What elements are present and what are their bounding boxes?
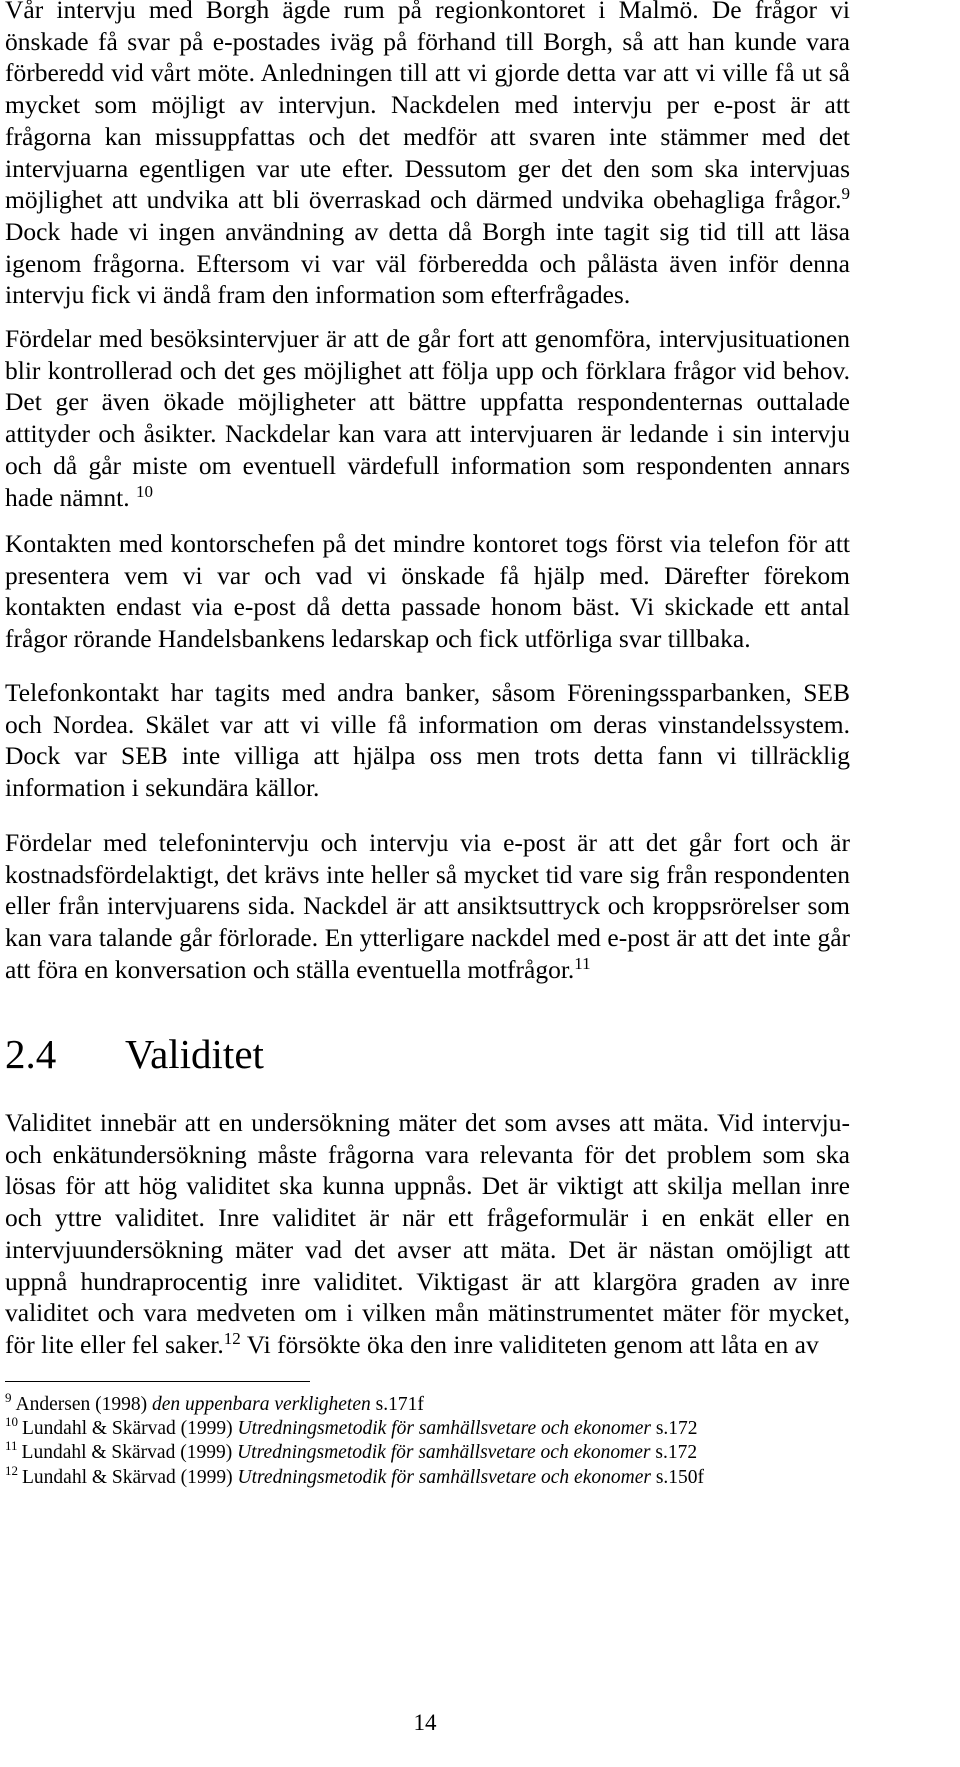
footnote-ref-10[interactable]: 10 xyxy=(136,481,153,501)
paragraph-email-interview xyxy=(5,0,850,311)
footnote-mark: 11 xyxy=(5,1438,18,1454)
paragraph-phone-email-advantages xyxy=(5,827,850,986)
section-heading xyxy=(5,1030,264,1078)
paragraph-text: Fördelar med besöksintervjuer är att de går fort att genomföra, intervjusituationen blir kontrollerad och det ges möjlighet att följa upp och förklara frågor vid behov. Det ger även ökade möjligheter att bättre uppfatta respondenternas outtalade attityder och åsikter. Nackdelar kan vara att intervjuaren är ledande i sin intervju och då går miste om eventuell värdefull information som respondenten annars hade nämnt. xyxy=(5,324,850,512)
footnote-source: Andersen (1998) xyxy=(15,1394,152,1415)
footnote-title: Utredningsmetodik för samhällsvetare och ekonomer xyxy=(237,1466,651,1488)
footnotes xyxy=(5,1390,855,1490)
footnote-source: Lundahl & Skärvad (1999) xyxy=(22,1466,238,1488)
footnote-page: s.171f xyxy=(370,1394,424,1415)
footnote-11 xyxy=(5,1438,855,1465)
footnote-mark: 9 xyxy=(5,1390,12,1405)
paragraph-text-continued: Vi försökte öka den inre validiteten genom att låta en av xyxy=(246,1329,819,1359)
footnote-title: Utredningsmetodik för samhällsvetare och ekonomer xyxy=(237,1442,651,1464)
footnote-mark: 10 xyxy=(5,1414,18,1430)
footnote-12 xyxy=(5,1462,855,1490)
paragraph-text: Validitet innebär att en undersökning mäter det som avses att mäta. Vid intervju- och enkätundersökning måste frågorna vara relevanta för det problem som ska lösas för att hög validitet ska kunna uppnås. Det är viktigt att skilja mellan inre och yttre validitet. Inre validitet är när ett frågeformulär i en enkät eller en intervjuundersökning mäter vad det avser att mäta. Det är nästan omöjligt att uppnå hundraprocentig inre validitet. Viktigast är att klargöra graden av inre validitet och vara medveten om i vilken mån mätinstrumentet mäter för mycket, för lite eller fel saker. xyxy=(5,1108,850,1359)
footnote-ref-9[interactable]: 9 xyxy=(841,184,850,204)
section-number: 2.4 xyxy=(5,1031,57,1077)
paragraph-text-continued: Dock hade vi ingen användning av detta då Borgh inte tagit sig tid till att läsa igenom frågorna. Eftersom vi var väl förberedda och pålästa även inför denna intervju fick vi ändå fram den information som efterfrågades. xyxy=(5,216,850,310)
footnote-separator xyxy=(5,1381,310,1382)
footnote-title: Utredningsmetodik för samhällsvetare och ekonomer xyxy=(237,1418,651,1440)
footnote-ref-12[interactable]: 12 xyxy=(223,1328,241,1348)
footnote-page: s.172 xyxy=(650,1442,698,1464)
footnote-10 xyxy=(5,1414,855,1441)
footnote-9 xyxy=(5,1390,855,1417)
paragraph-phone-contact xyxy=(5,677,850,804)
footnote-ref-11[interactable]: 11 xyxy=(574,953,591,973)
footnote-source: Lundahl & Skärvad (1999) xyxy=(21,1442,238,1464)
paragraph-validity xyxy=(5,1107,850,1361)
page-number: 14 xyxy=(413,1710,437,1735)
paragraph-visit-interviews xyxy=(5,323,850,513)
paragraph-text: Telefonkontakt har tagits med andra banker, såsom Föreningssparbanken, SEB och Nordea. Skälet var att vi ville få information om deras vinstandelssystem. Dock var SEB inte villiga att hjälpa oss men trots detta fann vi tillräcklig information i sekundära källor. xyxy=(5,678,850,803)
paragraph-text: Fördelar med telefonintervju och intervju via e-post är att det går fort och är kostnadsfördelaktigt, det krävs inte heller så mycket tid vare sig från respondenten eller från intervjuarens sida. Nackdel är att ansiktsuttryck och kroppsrörelser som kan vara talande går förlorade. En ytterligare nackdel med e-post är att det inte går att föra en konversation och ställa eventuella motfrågor. xyxy=(5,828,850,984)
footnote-page: s.172 xyxy=(650,1418,698,1440)
footnote-page: s.150f xyxy=(650,1466,705,1488)
section-title: Validitet xyxy=(125,1031,264,1077)
footnote-title: den uppenbara verkligheten xyxy=(151,1394,371,1415)
paragraph-office-contact xyxy=(5,528,850,655)
paragraph-text: Vår intervju med Borgh ägde rum på regionkontoret i Malmö. De frågor vi önskade få svar på e-postades iväg på förhand till Borgh, så att han kunde vara förberedd vid vårt möte. Anledningen till att vi gjorde detta var att vi ville få ut så mycket som möjligt av intervjun. Nackdelen med intervju per e-post är att frågorna kan missuppfattas och det medför att svaren inte stämmer med det intervjuarna egentligen var ute efter. Dessutom ger det den som ska intervjuas möjlighet att undvika att bli överraskad och därmed undvika obehagliga frågor. xyxy=(5,0,850,215)
footnote-mark: 12 xyxy=(5,1462,18,1478)
footnote-source: Lundahl & Skärvad (1999) xyxy=(22,1418,238,1440)
paragraph-text: Kontakten med kontorschefen på det mindre kontoret togs först via telefon för att presentera vem vi var och vad vi önskade få hjälp med. Därefter förekom kontakten endast via e-post då detta passade honom bäst. Vi skickade ett antal frågor rörande Handelsbankens ledarskap och fick utförliga svar tillbaka. xyxy=(5,529,850,654)
